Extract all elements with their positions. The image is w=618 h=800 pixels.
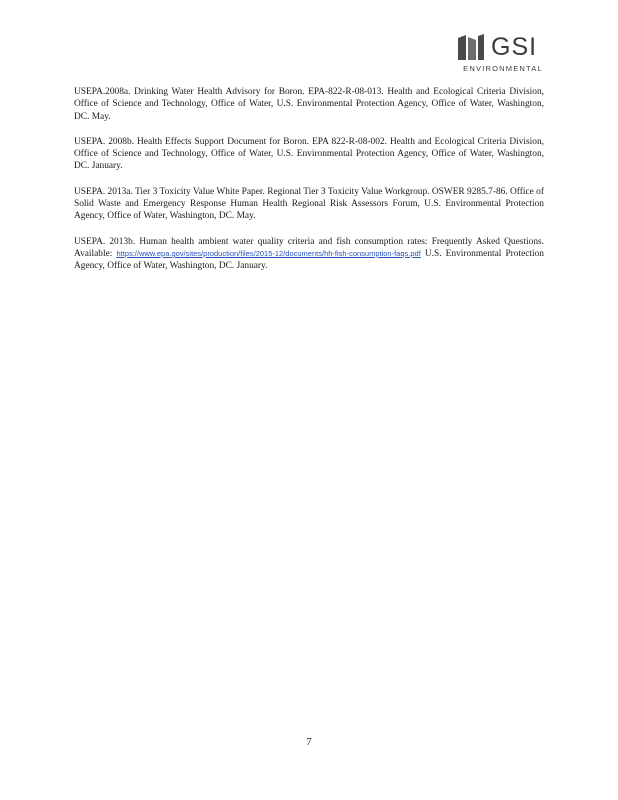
reference-item: USEPA. 2008b. Health Effects Support Document for Boron. EPA 822-R-08-002. Health and Ecological Criteria Division, Office of Science and Technology, Office of Water, U.S. Environmental Protection Agency, Office of Water, Washington, DC. January.	[74, 136, 544, 172]
gsi-environmental-logo	[458, 34, 548, 76]
reference-item	[74, 236, 544, 273]
logo-subtext: ENVIRONMENTAL	[463, 64, 543, 73]
reference-list	[74, 86, 544, 286]
logo-text: GSI	[491, 33, 538, 61]
reference-item: USEPA.2008a. Drinking Water Health Advisory for Boron. EPA-822-R-08-013. Health and Ecological Criteria Division, Office of Science and Technology, Office of Water, U.S. Environmental Protection Agency, Office of Water, Washington, DC. May.	[74, 87, 544, 122]
reference-link[interactable]: https://www.epa.gov/sites/production/files/2015-12/documents/hh-fish-consumption-faqs.pdf	[116, 248, 421, 258]
reference-item: USEPA. 2013a. Tier 3 Toxicity Value White Paper. Regional Tier 3 Toxicity Value Workgroup. OSWER 9285.7-86. Office of Solid Waste and Emergency Response Human Health Regional Risk Assessors Forum, U.S. Environmental Protection Agency, Office of Water, Washington, DC. May.	[74, 186, 544, 222]
reference-text: USEPA. 2013b. Human health ambient water quality criteria and fish consumption rates: Frequently Asked Questions. Available:	[74, 236, 544, 259]
gsi-logo-mark-icon	[458, 34, 488, 60]
page-number: 7	[306, 737, 312, 748]
reference-text: U.S. Environmental Protection Agency, Office of Water, Washington, DC. January.	[74, 248, 544, 272]
